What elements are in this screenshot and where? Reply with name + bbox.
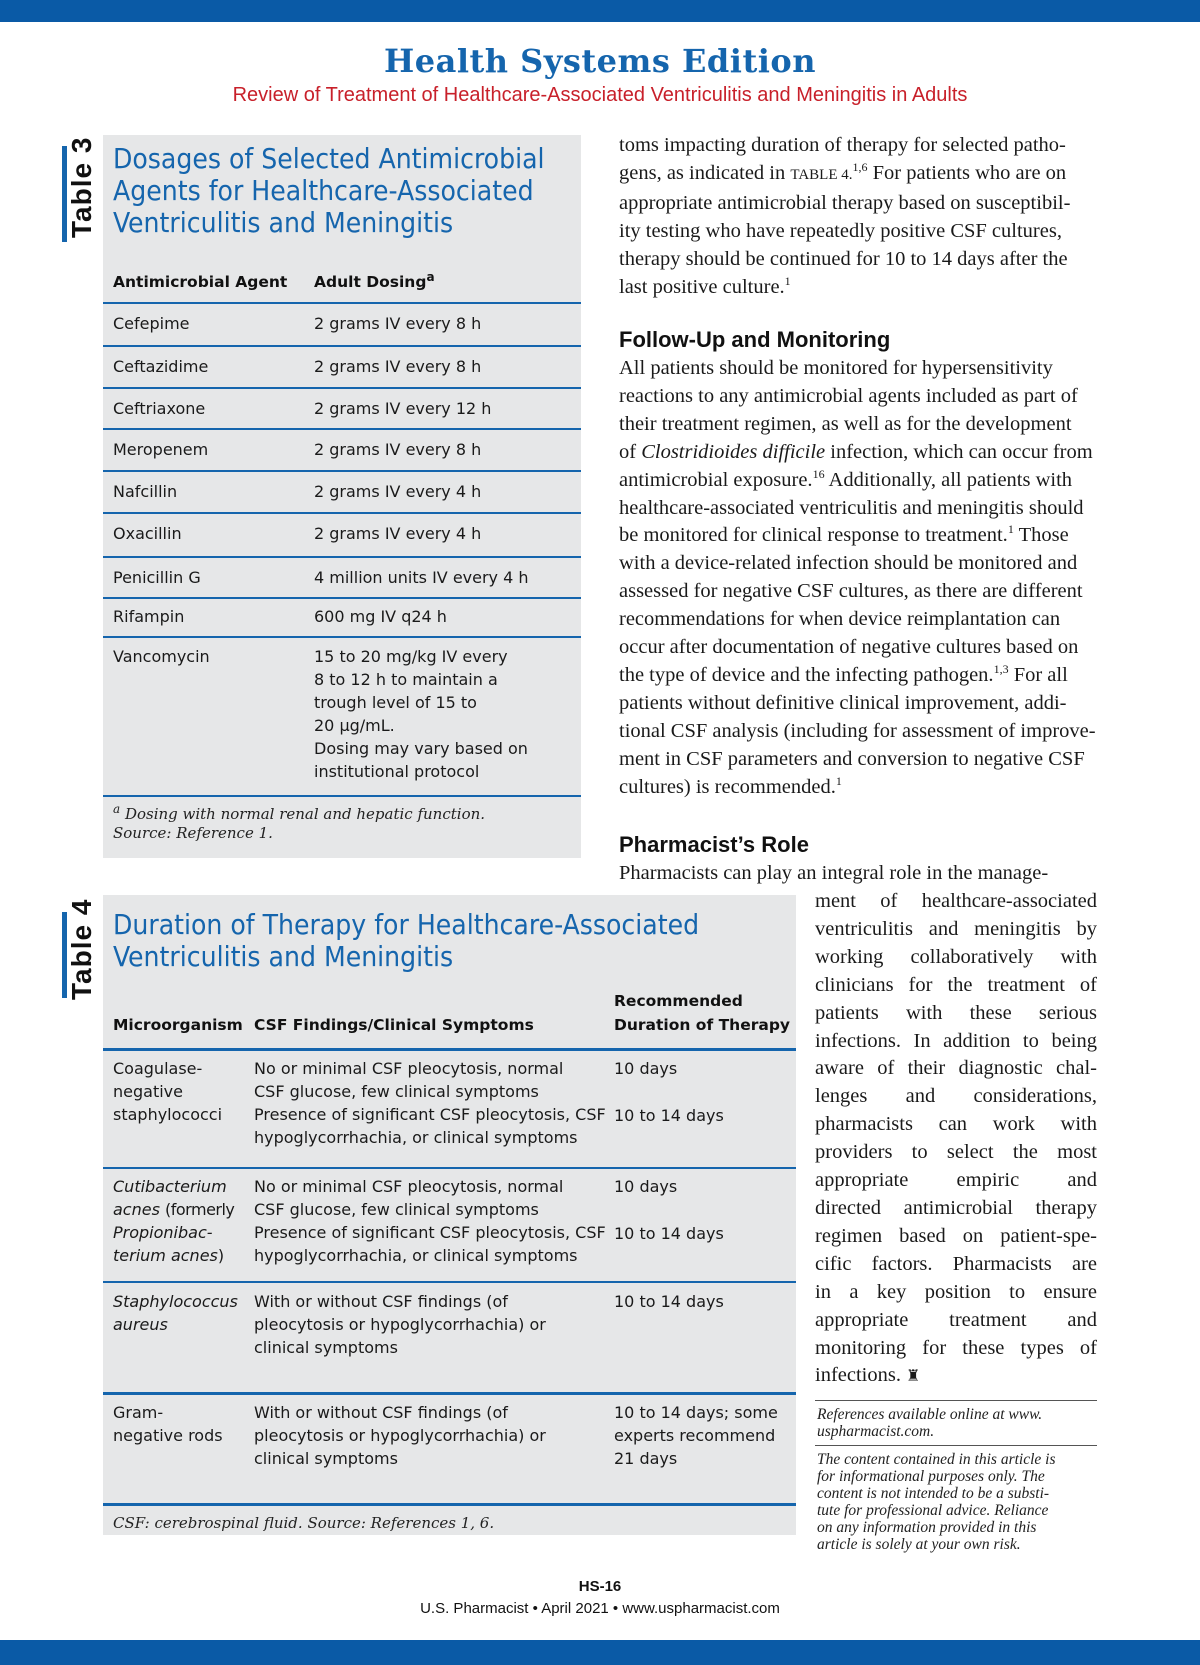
column-header-microorganism: Microorganism bbox=[113, 1016, 243, 1034]
table-row-dose: 2 grams IV every 8 h bbox=[314, 314, 482, 333]
pharmacist-role-paragraph: ment of healthcare-associated ventriculitis and meningitis by working collaboratively with clinicians for the treatment of patients with these serious infections. In addition to being aware of their diagnostic chal- lenges and considerations, pharmacists can work with providers to select the most appropriate empiric and directed antimicrobial therapy regimen based on patient-spe- cific factors. Pharmacists are in a key position to ensure appropriate treatment and monitoring for these types of infections. ♜ bbox=[815, 890, 1097, 1387]
table-divider bbox=[103, 597, 581, 599]
table-divider bbox=[103, 512, 581, 514]
table-3-title: Dosages of Selected Antimicrobial Agents for Healthcare-Associated Ventriculitis and Meningitis bbox=[113, 142, 545, 239]
table-row-agent: Ceftriaxone bbox=[113, 399, 206, 418]
table-divider bbox=[103, 1503, 796, 1506]
table-4-footnote: CSF: cerebrospinal fluid. Source: References 1, 6. bbox=[113, 1514, 495, 1532]
column-header-duration: Recommended Duration of Therapy bbox=[614, 992, 791, 1034]
table-row-duration: 10 to 14 days bbox=[614, 1106, 724, 1125]
table-divider bbox=[103, 1167, 796, 1169]
table-row-findings: With or without CSF findings (of pleocytosis or hypoglycorrhachia) or clinical symptoms bbox=[254, 1403, 546, 1468]
table-row-dose: 2 grams IV every 4 h bbox=[314, 482, 482, 501]
article-subtitle: Review of Treatment of Healthcare-Associated Ventriculitis and Meningitis in Adults bbox=[232, 84, 968, 106]
table-row-organism: Coagulase- negative staphylococci bbox=[113, 1059, 223, 1124]
divider-line bbox=[815, 1445, 1097, 1446]
table-row-dose: 15 to 20 mg/kg IV every 8 to 12 h to maintain a trough level of 15 to 20 µg/mL. Dosing may vary based on institutional protocol bbox=[314, 647, 528, 781]
pharmacist-role-first-line: Pharmacists can play an integral role in the manage- bbox=[619, 862, 1049, 884]
end-of-article-icon: ♜ bbox=[906, 1366, 921, 1386]
table-row-dose: 600 mg IV q24 h bbox=[314, 607, 447, 626]
edition-title: Health Systems Edition bbox=[383, 42, 816, 80]
intro-paragraph: toms impacting duration of therapy for selected patho- gens, as indicated in TABLE 4.$^{1,6}$ For patients who are on appropriate antimicrobial therapy based on susceptibil- ity testing who have repeatedly positive CSF cultures, therapy should be continued for 10 to 14 days after the last positive culture.$^1$ bbox=[619, 134, 1071, 298]
page-number: HS-16 bbox=[578, 1578, 622, 1595]
column-header-findings: CSF Findings/Clinical Symptoms bbox=[254, 1016, 534, 1034]
table-row-findings: No or minimal CSF pleocytosis, normal CSF glucose, few clinical symptoms Presence of significant CSF pleocytosis, CSF hypoglycorrhachia, or clinical symptoms bbox=[254, 1177, 606, 1265]
table-row-agent: Nafcillin bbox=[113, 482, 178, 501]
table-row-organism: Gram- negative rods bbox=[113, 1403, 223, 1445]
table-divider bbox=[103, 636, 581, 638]
table-row-dose: 2 grams IV every 8 h bbox=[314, 440, 482, 459]
table-4 bbox=[103, 895, 796, 1535]
table-row-dose: 2 grams IV every 12 h bbox=[314, 399, 492, 418]
followup-paragraph: All patients should be monitored for hypersensitivity reactions to any antimicrobial agents included as part of their treatment regimen, as well as for the development of Clostridioides difficile infection, which can occur from antimicrobial exposure.$^{16}$ Additionally, all patients with healthcare-associated ventriculitis and meningitis should be monitored for clinical response to treatment.$^1$ Those with a device-related infection should be monitored and assessed for negative CSF cultures, as there are different recommendations for when device reimplantation can occur after documentation of negative cultures based on the type of device and the infecting pathogen.$^{1,3}$ For all patients without definitive clinical improvement, addi- tional CSF analysis (including for assessment of improve- ment in CSF parameters and conversion to negative CSF cultures) is recommended.$^1$ bbox=[619, 357, 1096, 798]
table-row-agent: Penicillin G bbox=[113, 568, 201, 587]
table-row-duration: 10 to 14 days bbox=[614, 1224, 724, 1243]
table-row-organism: Staphylococcus aureus bbox=[113, 1292, 238, 1334]
divider-line bbox=[815, 1400, 1097, 1401]
table-divider bbox=[103, 470, 581, 472]
table-row-dose: 2 grams IV every 8 h bbox=[314, 357, 482, 376]
table-row-agent: Vancomycin bbox=[113, 647, 210, 666]
disclaimer-note: The content contained in this article is for informational purposes only. The content is not intended to be a substi- tute for professional advice. Reliance on any information provided in this article is solely at your own risk. bbox=[817, 1451, 1056, 1553]
table-divider bbox=[103, 345, 581, 347]
table-row-findings: With or without CSF findings (of pleocytosis or hypoglycorrhachia) or clinical symptoms bbox=[254, 1292, 546, 1357]
references-note: References available online at www. uspharmacist.com. bbox=[817, 1406, 1043, 1440]
table-row-organism: Cutibacterium acnes (formerly Propionibac- terium acnes) bbox=[113, 1177, 235, 1265]
table-divider bbox=[103, 387, 581, 389]
column-header-agent: Antimicrobial Agent bbox=[113, 273, 288, 291]
table-divider bbox=[103, 1048, 796, 1051]
bottom-color-bar bbox=[0, 1640, 1200, 1665]
table-3-label: Table 3 bbox=[66, 136, 97, 238]
table-divider bbox=[103, 556, 581, 558]
followup-heading: Follow-Up and Monitoring bbox=[619, 327, 891, 352]
table-divider bbox=[103, 302, 581, 304]
table-row-agent: Oxacillin bbox=[113, 524, 182, 543]
table-row-duration: 10 to 14 days; some experts recommend 21 days bbox=[614, 1403, 778, 1468]
table-3-footnote: $^a$ Dosing with normal renal and hepatic function. Source: Reference 1. bbox=[113, 802, 486, 842]
pharmacist-role-heading: Pharmacist’s Role bbox=[619, 832, 809, 857]
table-4-title: Duration of Therapy for Healthcare-Associated Ventriculitis and Meningitis bbox=[113, 908, 700, 973]
table-row-agent: Rifampin bbox=[113, 607, 185, 626]
table-divider bbox=[103, 1281, 796, 1283]
table-3 bbox=[103, 135, 581, 858]
table-row-duration: 10 days bbox=[614, 1177, 678, 1196]
table-divider bbox=[103, 1392, 796, 1395]
column-header-dosing: Adult Dosing$^a$ bbox=[314, 269, 435, 291]
table-row-agent: Cefepime bbox=[113, 314, 190, 333]
table-row-duration: 10 days bbox=[614, 1059, 678, 1078]
table-divider bbox=[103, 795, 581, 797]
top-color-bar bbox=[0, 0, 1200, 22]
table-row-dose: 2 grams IV every 4 h bbox=[314, 524, 482, 543]
table-row-dose: 4 million units IV every 4 h bbox=[314, 568, 529, 587]
publication-line: U.S. Pharmacist • April 2021 • www.uspharmacist.com bbox=[420, 1600, 780, 1617]
table-row-findings: No or minimal CSF pleocytosis, normal CSF glucose, few clinical symptoms Presence of significant CSF pleocytosis, CSF hypoglycorrhachia, or clinical symptoms bbox=[254, 1059, 606, 1147]
table-4-label: Table 4 bbox=[66, 898, 97, 1000]
table-row-agent: Meropenem bbox=[113, 440, 209, 459]
table-divider bbox=[103, 428, 581, 430]
table-row-duration: 10 to 14 days bbox=[614, 1292, 724, 1311]
table-row-agent: Ceftazidime bbox=[113, 357, 209, 376]
